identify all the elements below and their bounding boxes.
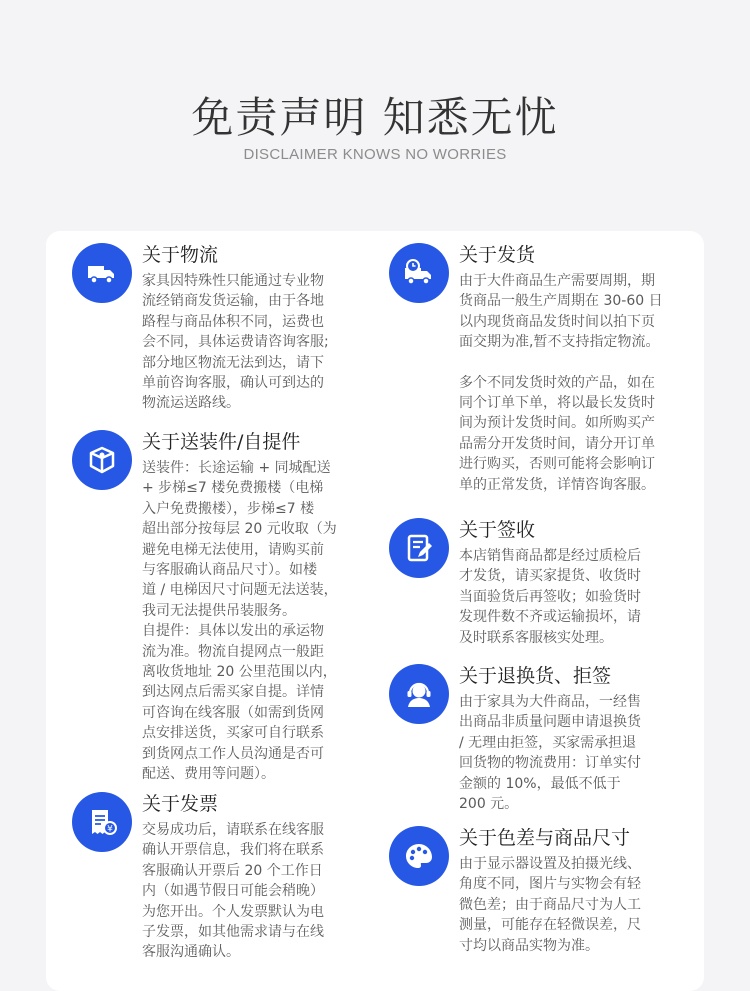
body-line: 点安排送货，买家可自行联系 [142,725,324,742]
section-title: 关于送装件/自提件 [142,431,301,453]
body-line: 间为预计发货时间。如所购买产 [459,415,655,432]
body-line: 以内现货商品发货时间以拍下页 [459,313,655,330]
body-line: 同个订单下单，将以最长发货时 [459,395,655,412]
section-title: 关于发票 [142,793,219,815]
truck-icon [72,243,132,303]
sign-document-icon [389,518,449,578]
body-line: 配送、费用等问题）。 [142,766,275,783]
package-box-icon [72,430,132,490]
body-line: 寸均以商品实物为准。 [459,937,599,954]
body-line: 子发票，如其他需求请与在线 [142,924,324,941]
body-line: 品需分开发货时间，请分开订单 [459,435,655,452]
body-line: 多个不同发货时效的产品，如在 [459,374,655,391]
body-line: 到达网点后需买家自提。详情 [142,684,324,701]
body-line: + 步梯≤7 楼免费搬楼（电梯 [142,480,324,497]
section-body [459,546,641,648]
body-line: 200 元。 [459,796,519,813]
section-title: 关于发货 [459,244,536,266]
body-line: 及时联系客服核实处理。 [459,629,613,646]
body-line: 会不同，具体运费请咨询客服; [142,334,329,351]
body-line: 为您开出。个人发票默认为电 [142,903,324,920]
body-line: 才发货，请买家提货、收货时 [459,568,641,585]
body-line: 避免电梯无法使用，请购买前 [142,541,324,558]
section-title: 关于签收 [459,519,536,541]
body-line: 离收货地址 20 公里范围以内， [142,664,337,681]
body-line: 本店销售商品都是经过质检后 [459,548,641,564]
customer-service-icon [389,664,449,724]
color-palette-icon [389,826,449,886]
body-line: 由于显示器设置及拍摄光线、 [459,856,641,872]
body-line: 回货物的物流费用：订单实付 [459,755,641,772]
disclaimer-card [46,231,704,991]
body-line: 由于家具为大件商品，一经售 [459,694,641,710]
section-title: 关于退换货、拒签 [459,665,612,687]
body-line: 货商品一般生产周期在 30-60 日 [459,293,663,310]
body-line: 家具因特殊性只能通过专业物 [142,273,324,289]
body-line: 流为准。物流自提网点一般距 [142,643,324,660]
body-line: 金额的 10%，最低不低于 [459,775,621,792]
body-line: 到货网点工作人员沟通是否可 [142,745,324,762]
page-subtitle: DISCLAIMER KNOWS NO WORRIES [243,146,507,163]
body-line: 流经销商发货运输，由于各地 [142,293,324,310]
body-line: 当面验货后再签收；如验货时 [459,588,641,605]
body-line: 超出部分按每层 20 元收取（为 [142,521,337,538]
section-title: 关于物流 [142,244,219,266]
body-line: 发现件数不齐或运输损坏，请 [459,609,641,626]
body-line: 我司无法提供吊装服务。 [142,602,296,619]
section-body [142,820,324,963]
body-line: 可咨询在线客服（如需到货网 [142,704,324,721]
body-line: 单的正常发货，详情咨询客服。 [459,476,655,493]
delivery-clock-icon [389,243,449,303]
body-line: 角度不同，图片与实物会有轻 [459,876,641,893]
body-line: 与客服确认商品尺寸）。如楼 [142,562,317,579]
section-body [459,692,641,814]
body-line: 面交期为准,暂不支持指定物流。 [459,334,660,351]
body-line: 内（如遇节假日可能会稍晚） [142,883,324,900]
body-line: 交易成功后，请联系在线客服 [142,822,324,838]
section-body [142,458,338,785]
body-line: 客服沟通确认。 [142,944,240,961]
section-body [459,854,641,956]
body-line: 进行购买，否则可能将会影响订 [459,456,655,473]
body-line: 出商品非质量问题申请退换货 [459,714,641,731]
body-line: 送装件：长途运输 + 同城配送 [142,460,331,476]
section-body [459,271,663,495]
body-line: 客服确认开票后 20 个工作日 [142,862,323,879]
body-line: 入户免费搬楼），步梯≤7 楼 [142,500,315,517]
body-line: 物流运送路线。 [142,395,240,412]
section-title: 关于色差与商品尺寸 [459,827,631,849]
body-line: 部分地区物流无法到达，请下 [142,354,324,371]
body-line: 由于大件商品生产需要周期，期 [459,273,655,289]
body-line: 路程与商品体积不同，运费也 [142,313,324,330]
body-line: 测量，可能存在轻微误差，尺 [459,917,641,934]
body-line: 道 / 电梯因尺寸问题无法送装， [142,582,338,599]
invoice-receipt-icon [72,792,132,852]
body-line: 自提件：具体以发出的承运物 [142,623,324,640]
page-header [0,92,750,163]
page-title: 免责声明 知悉无忧 [191,93,559,142]
body-line: 单前咨询客服，确认可到达的 [142,375,324,392]
body-line: 微色差；由于商品尺寸为人工 [459,896,641,913]
body-line: 确认开票信息，我们将在联系 [142,842,324,859]
section-body [142,271,329,414]
body-line: / 无理由拒签，买家需承担退 [459,734,637,751]
svg-text:¥: ¥ [107,824,113,835]
